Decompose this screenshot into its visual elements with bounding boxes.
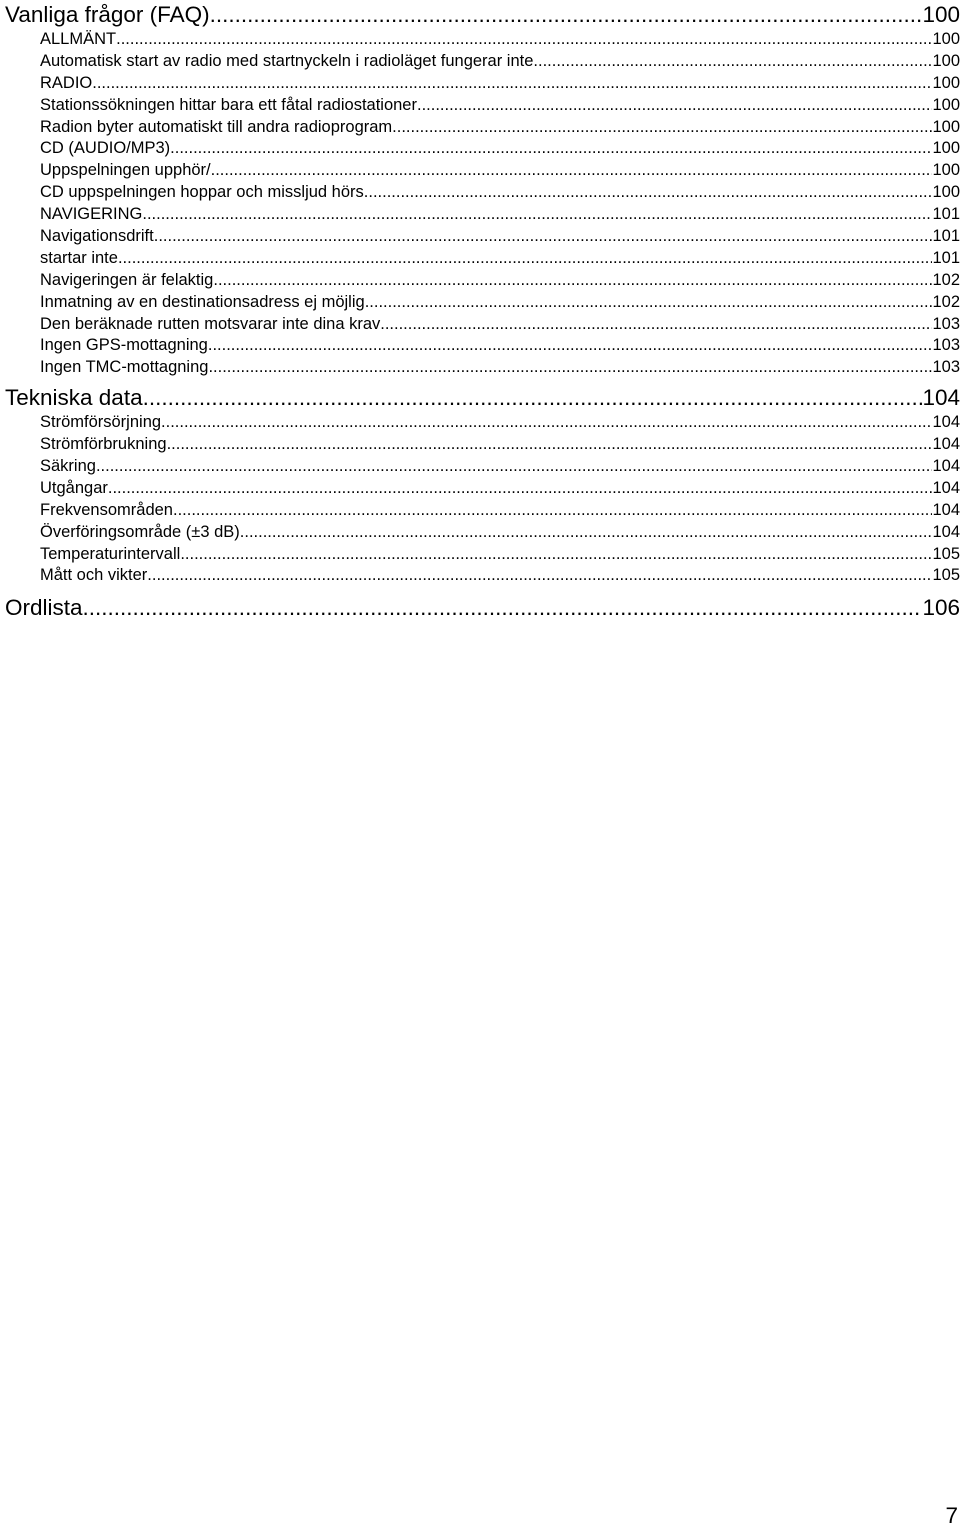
toc-page-number: 106 (922, 595, 960, 621)
toc-page-number: 104 (922, 385, 960, 411)
toc-item-label: Utgångar (40, 478, 108, 497)
toc-item[interactable] (5, 314, 960, 336)
toc-page-number: 103 (932, 336, 960, 355)
toc-page-number: 100 (932, 117, 960, 136)
table-of-contents (5, 0, 960, 622)
toc-item[interactable] (5, 412, 960, 434)
toc-item-label: Ingen TMC-mottagning (40, 358, 209, 377)
toc-item[interactable] (5, 565, 960, 587)
toc-item[interactable] (5, 544, 960, 566)
toc-item[interactable] (5, 226, 960, 248)
dot-leader (142, 204, 932, 226)
toc-item-label: Frekvensområden (40, 500, 173, 519)
dot-leader (173, 500, 932, 522)
toc-page-number: 102 (932, 270, 960, 289)
toc-heading-faq[interactable] (5, 1, 960, 29)
toc-item[interactable] (5, 51, 960, 73)
dot-leader (154, 226, 933, 248)
toc-item-label: Strömförsörjning (40, 413, 162, 432)
dot-leader (380, 314, 932, 336)
dot-leader (213, 270, 932, 292)
toc-item-label: Radion byter automatiskt till andra radioprogram (40, 117, 393, 136)
toc-page-number: 102 (932, 292, 960, 311)
toc-page-number: 101 (932, 205, 960, 224)
toc-item-label: CD uppspelningen hoppar och missljud hörs (40, 183, 364, 202)
dot-leader (538, 51, 932, 73)
toc-page-number: 100 (922, 2, 960, 27)
toc-item[interactable] (5, 522, 960, 544)
toc-heading-tech[interactable] (5, 384, 960, 412)
toc-page-number: 101 (932, 248, 960, 267)
dot-leader (161, 412, 932, 434)
dot-leader (143, 384, 923, 412)
toc-page-number: 101 (932, 227, 960, 246)
toc-item[interactable] (5, 95, 960, 117)
toc-item-label: NAVIGERING (40, 205, 143, 224)
toc-item[interactable] (5, 204, 960, 226)
toc-item[interactable] (5, 248, 960, 270)
toc-page-number: 104 (932, 435, 960, 454)
dot-leader (108, 478, 933, 500)
toc-item-label: ALLMÄNT (40, 30, 117, 48)
toc-page-number: 104 (932, 457, 960, 476)
toc-item-label: Mått och vikter (40, 566, 148, 585)
dot-leader (210, 1, 923, 29)
dot-leader (96, 456, 933, 478)
toc-item-label: Uppspelningen upphör/ (40, 161, 211, 180)
toc-item[interactable] (5, 138, 960, 160)
toc-page-number: 100 (932, 51, 960, 70)
dot-leader (147, 565, 932, 587)
toc-item-label: RADIO (40, 73, 93, 92)
toc-item[interactable] (5, 117, 960, 139)
page-number: 7 (945, 1503, 958, 1528)
toc-page-number: 103 (932, 314, 960, 333)
toc-page-number: 100 (932, 95, 960, 114)
toc-item-label: Inmatning av en destinationsadress ej möjlig (40, 292, 365, 311)
toc-page-number: 100 (932, 73, 960, 92)
dot-leader (180, 544, 932, 566)
dot-leader (208, 335, 933, 357)
toc-item[interactable] (5, 478, 960, 500)
toc-item[interactable] (5, 29, 960, 51)
dot-leader (240, 522, 933, 544)
toc-page-number: 100 (932, 30, 960, 48)
toc-item-label: Navigationsdrift (40, 227, 154, 246)
dot-leader (116, 29, 932, 51)
toc-item-label: Strömförbrukning (40, 435, 167, 454)
dot-leader (118, 248, 933, 270)
toc-page-number: 104 (932, 522, 960, 541)
toc-item-label: startar inte (40, 248, 118, 267)
toc-item-label: CD (AUDIO/MP3) (40, 139, 171, 158)
toc-page-number: 105 (932, 544, 960, 563)
dot-leader (417, 95, 932, 117)
dot-leader (365, 292, 933, 314)
toc-page-number: 100 (932, 161, 960, 180)
toc-heading-glossary[interactable] (5, 594, 960, 622)
dot-leader (364, 182, 933, 204)
toc-item[interactable] (5, 182, 960, 204)
toc-item[interactable] (5, 292, 960, 314)
toc-item-label: Ingen GPS-mottagning (40, 336, 208, 355)
toc-page-number: 103 (932, 358, 960, 377)
toc-page-number: 100 (932, 183, 960, 202)
toc-item[interactable] (5, 456, 960, 478)
dot-leader (170, 138, 932, 160)
dot-leader (83, 594, 923, 622)
dot-leader (167, 434, 933, 456)
dot-leader (392, 117, 932, 139)
dot-leader (92, 73, 932, 95)
dot-leader (208, 357, 932, 379)
toc-page-number: 104 (932, 413, 960, 432)
toc-item[interactable] (5, 434, 960, 456)
section-gap (5, 587, 960, 594)
toc-item-label: Temperaturintervall (40, 544, 181, 563)
toc-item[interactable] (5, 335, 960, 357)
toc-item-label: Den beräknade rutten motsvarar inte dina krav (40, 314, 381, 333)
toc-page-number: 100 (932, 139, 960, 158)
toc-heading-label: Tekniska data (5, 385, 143, 411)
toc-item[interactable] (5, 500, 960, 522)
toc-item-label: Säkring (40, 457, 96, 476)
toc-page-number: 104 (932, 478, 960, 497)
toc-item-label: Överföringsområde (±3 dB) (40, 522, 240, 541)
toc-item[interactable] (5, 357, 960, 379)
toc-heading-label: Ordlista (5, 595, 83, 621)
toc-item[interactable] (5, 73, 960, 95)
toc-item-label: Navigeringen är felaktig (40, 270, 214, 289)
toc-item-label: Automatisk start av radio med startnyckeln i radioläget fungerar inte. (40, 51, 538, 70)
toc-item-label: Stationssökningen hittar bara ett fåtal radiostationer (40, 95, 417, 114)
toc-heading-label: Vanliga frågor (FAQ) (5, 2, 210, 27)
toc-page-number: 105 (932, 566, 960, 585)
toc-item[interactable] (5, 160, 960, 182)
dot-leader (211, 160, 933, 182)
toc-page-number: 104 (932, 500, 960, 519)
toc-item[interactable] (5, 270, 960, 292)
